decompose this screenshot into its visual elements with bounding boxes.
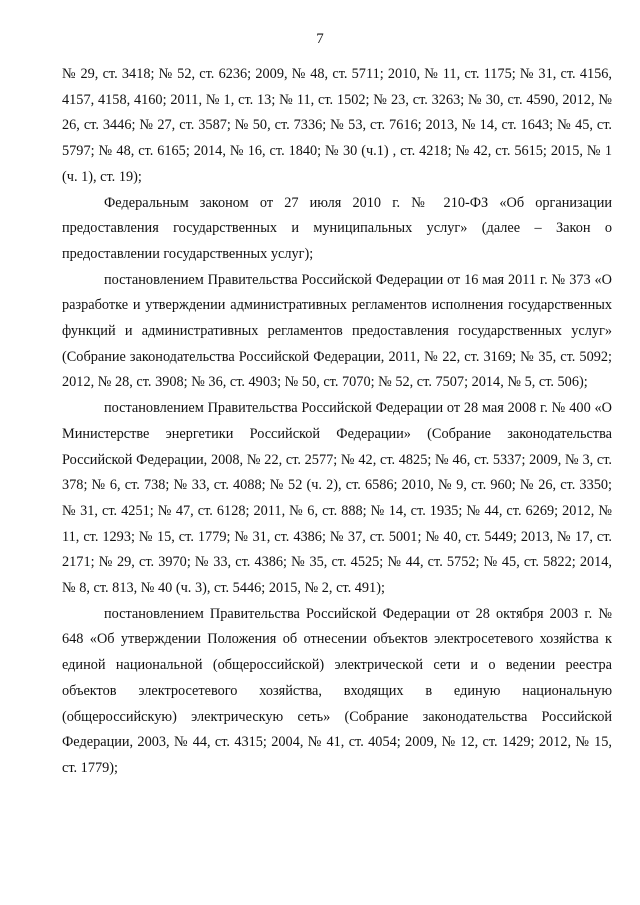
page-number: 7 — [316, 31, 324, 47]
paragraph-resolution-400: постановлением Правительства Российской Федерации от 28 мая 2008 г. № 400 «О Министерстве энергетики Российской Федерации» (Собрание законодательства Российской Федерации, 2008, № 22, ст. 2577; № 42, ст. 4825; № 46, ст. 5337; 2009, № 3, ст. 378; № 6, ст. 738; № 33, ст. 4088; № 52 (ч. 2), ст. 6586; 2010, № 9, ст. 960; № 26, ст. 3350; № 31, ст. 4251; № 47, ст. 6128; 2011, № 6, ст. 888; № 14, ст. 1935; № 44, ст. 6269; 2012, № 11, ст. 1293; № 15, ст. 1779; № 31, ст. 4386; № 37, ст. 5001; № 40, ст. 5449; 2013, № 17, ст. 2171; № 29, ст. 3970; № 33, ст. 4386; № 35, ст. 4525; № 44, ст. 5752; № 45, ст. 5822; 2014, № 8, ст. 813, № 40 (ч. 3), ст. 5446; 2015, № 2, ст. 491); — [62, 400, 612, 597]
document-body — [62, 62, 612, 782]
paragraph-resolution-648: постановлением Правительства Российской Федерации от 28 октября 2003 г. № 648 «Об утверждении Положения об отнесении объектов электросетевого хозяйства к единой национальной (общероссийской) электрической сети и о ведении реестра объектов электросетевого хозяйства, входящих в единую национальную (общероссийскую) электрическую сеть» (Собрание законодательства Российской Федерации, 2003, № 44, ст. 4315; 2004, № 41, ст. 4054; 2009, № 12, ст. 1429; 2012, № 15, ст. 1779); — [62, 605, 612, 776]
paragraph-continuation-citations: № 29, ст. 3418; № 52, ст. 6236; 2009, № 48, ст. 5711; 2010, № 11, ст. 1175; № 31, ст. 4156, 4157, 4158, 4160; 2011, № 1, ст. 13; № 11, ст. 1502; № 23, ст. 3263; № 30, ст. 4590, 2012, № 26, ст. 3446; № 27, ст. 3587; № 50, ст. 7336; № 53, ст. 7616; 2013, № 14, ст. 1643; № 45, ст. 5797; № 48, ст. 6165; 2014, № 16, ст. 1840; № 30 (ч.1) , ст. 4218; № 42, ст. 5615; 2015, № 1 (ч. 1), ст. 19); — [62, 66, 612, 185]
paragraph-resolution-373: постановлением Правительства Российской Федерации от 16 мая 2011 г. № 373 «О разработке и утверждении административных регламентов исполнения государственных функций и административных регламентов предоставления государственных услуг» (Собрание законодательства Российской Федерации, 2011, № 22, ст. 3169; № 35, ст. 5092; 2012, № 28, ст. 3908; № 36, ст. 4903; № 50, ст. 7070; № 52, ст. 7507; 2014, № 5, ст. 506); — [62, 271, 612, 391]
paragraph-federal-law-210: Федеральным законом от 27 июля 2010 г. № 210-ФЗ «Об организации предоставления государственных и муниципальных услуг» (далее – Закон о предоставлении государственных услуг); — [62, 194, 612, 262]
